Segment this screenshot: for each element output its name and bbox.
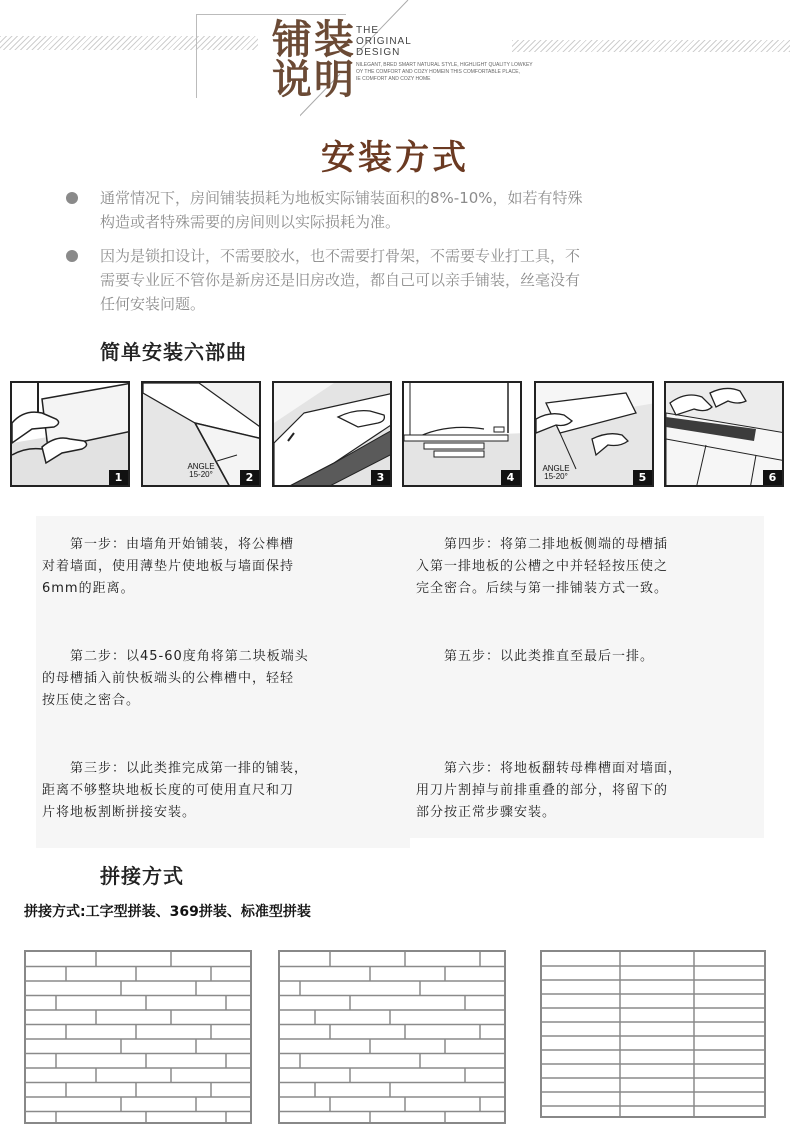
step-image-2 [141, 381, 261, 487]
header-small-text [356, 62, 566, 83]
header-title-line1: 铺装 [272, 16, 356, 63]
step-4-text [416, 534, 766, 600]
step-1-line2: 对着墙面，使用薄垫片使地板与墙面保持 [42, 559, 295, 574]
step-1-line1: 第一步：由墙角开始铺装，将公榫槽 [42, 537, 295, 552]
step-number-3: 3 [371, 470, 390, 485]
step-2-line1: 第二步：以45-60度角将第二块板端头 [42, 649, 309, 664]
step-2-angle-label [181, 463, 221, 479]
header-small-line3: IE COMFORT AND COZY HOME [356, 76, 431, 82]
joining-title: 拼接方式 [100, 864, 184, 888]
step-5-angle-label [536, 465, 576, 481]
bullet-2-line3: 任何安装问题。 [100, 295, 206, 313]
header-en-line1: THE [356, 25, 379, 36]
step-2-text [42, 646, 402, 712]
angle-line2: 15-20° [544, 472, 568, 481]
step-image-4 [402, 381, 522, 487]
angle-line1: ANGLE [187, 462, 215, 471]
step-4-line3: 完全密合。后续与第一排铺装方式一致。 [416, 581, 669, 596]
install-bullet-2 [66, 244, 706, 318]
bullet-1-line2: 构造或者特殊需要的房间则以实际损耗为准。 [100, 213, 401, 231]
step-image-1 [10, 381, 130, 487]
joining-patterns-label: 拼接方式:工字型拼装、369拼装、标准型拼装 [24, 904, 311, 920]
header-en-line2: ORIGINAL [356, 36, 412, 47]
step-image-6 [664, 381, 784, 487]
step-image-5 [534, 381, 654, 487]
step-number-6: 6 [763, 470, 782, 485]
bullet-text [100, 244, 700, 316]
header-title-line2: 说明 [272, 56, 356, 103]
step-5-text [416, 646, 766, 668]
header-small-line2: OY THE COMFORT AND COZY HOMEIN THIS COMFORTABLE PLACE, [356, 69, 521, 75]
install-bullet-1 [66, 186, 706, 236]
pattern-369-drawing [280, 952, 506, 1124]
bullet-2-line1: 因为是锁扣设计，不需要胶水，也不需要打骨架，不需要专业打工具，不 [100, 247, 581, 265]
step-number-5: 5 [633, 470, 652, 485]
bullet-dot [66, 192, 78, 204]
step-6-line2: 用刀片割掉与前排重叠的部分，将留下的 [416, 783, 669, 798]
step-6-line3: 部分按正常步骤安装。 [416, 805, 557, 820]
bullet-dot [66, 250, 78, 262]
six-steps-title: 简单安装六部曲 [100, 340, 247, 364]
header-small-line1: NILEGANT, BRED SMART NATURAL STYLE, HIGHLIGHT QUALITY LOWKEY [356, 62, 533, 68]
pattern-i-shape-drawing [26, 952, 252, 1124]
step-image-3 [272, 381, 392, 487]
step-6-line1: 第六步：将地板翻转母榫槽面对墙面， [416, 761, 683, 776]
step-1-text [42, 534, 402, 600]
step-4-line1: 第四步：将第二排地板侧端的母槽插 [416, 537, 669, 552]
angle-line1: ANGLE [542, 464, 570, 473]
step-number-4: 4 [501, 470, 520, 485]
step-5-line1: 第五步：以此类推直至最后一排。 [416, 649, 655, 664]
step-3-line1: 第三步：以此类推完成第一排的铺装， [42, 761, 309, 776]
step-2-line2: 的母槽插入前快板端头的公榫槽中，轻轻 [42, 671, 295, 686]
step-3-text [42, 758, 402, 824]
step-6-text [416, 758, 766, 824]
header-hatch-right [512, 40, 790, 52]
install-title: 安装方式 [321, 138, 469, 178]
angle-line2: 15-20° [189, 470, 213, 479]
header-en-line3: DESIGN [356, 47, 401, 58]
step-3-line3: 片将地板割断拼接安装。 [42, 805, 197, 820]
pattern-369 [278, 950, 506, 1124]
pattern-standard [540, 950, 766, 1118]
bullet-1-line1: 通常情况下，房间铺装损耗为地板实际铺装面积的8%-10%，如若有特殊 [100, 189, 583, 207]
step-2-line3: 按压使之密合。 [42, 693, 141, 708]
step-number-2: 2 [240, 470, 259, 485]
pattern-i-shape [24, 950, 252, 1124]
step-4-line2: 入第一排地板的公槽之中并轻轻按压使之 [416, 559, 669, 574]
step-3-line2: 距离不够整块地板长度的可使用直尺和刀 [42, 783, 295, 798]
bullet-text [100, 186, 700, 234]
bullet-2-line2: 需要专业匠不管你是新房还是旧房改造，都自己可以亲手铺装，丝毫没有 [100, 271, 581, 289]
step-number-1: 1 [109, 470, 128, 485]
step-1-line3: 6mm的距离。 [42, 581, 135, 596]
pattern-standard-drawing [542, 952, 766, 1118]
